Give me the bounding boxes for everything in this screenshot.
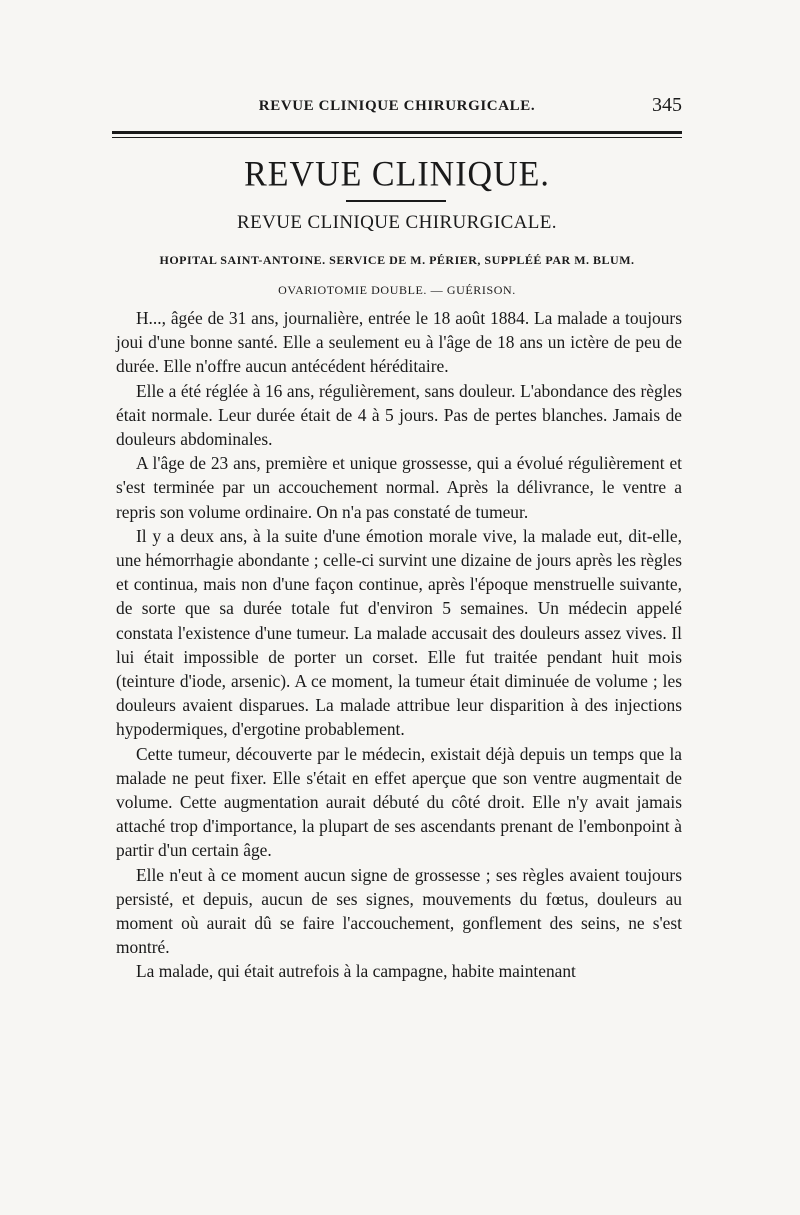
title-underline [346, 200, 446, 202]
header-rule-thin [112, 137, 682, 138]
section-title: REVUE CLINIQUE CHIRURGICALE. [237, 212, 557, 233]
paragraph-hemorrhage: Il y a deux ans, à la suite d'une émotion morale vive, la malade eut, dit-elle, une hémorrhagie abondante ; celle-ci survint une dizaine de jours après les règles et continua, mais non d'une façon continue, après l'époque menstruelle suivante, de sorte que sa durée totale fut d'environ 5 semaines. Un médecin appelé constata l'existence d'une tumeur. La malade accusait des douleurs assez vives. Il lui était impossible de porter un corset. Elle fut traitée pendant huit mois (teinture d'iode, arsenic). A ce moment, la tumeur était diminuée de volume ; les douleurs avaient disparues. La malade attribue leur disparition à des injections hypodermiques, d'ergotine probablement. [116, 525, 682, 740]
paragraph-residence: La malade, qui était autrefois à la campagne, habite maintenant [136, 961, 576, 982]
paragraph-pregnancy: A l'âge de 23 ans, première et unique grossesse, qui a évolué régulièrement et s'est terminée par un accouchement normal. Après la délivrance, le ventre a repris son volume ordinaire. On n'a pas constaté de tumeur. [116, 453, 682, 522]
body-text [116, 306, 682, 984]
running-title: REVUE CLINIQUE CHIRURGICALE. [258, 98, 536, 114]
hospital-service-line: HOPITAL SAINT-ANTOINE. SERVICE DE M. PÉRIER, SUPPLÉÉ PAR M. BLUM. [159, 253, 635, 267]
header-rule-thick [112, 131, 682, 134]
paragraph-tumor-discovery: Cette tumeur, découverte par le médecin, existait déjà depuis un temps que la malade ne peut fixer. Elle s'était en effet aperçue que son ventre augmentait de volume. Cette augmentation aurait débuté du côté droit. Elle n'y avait jamais attaché trop d'importance, la plupart de ses ascendants prenant de l'embonpoint à partir d'un certain âge. [116, 743, 682, 861]
case-title: OVARIOTOMIE DOUBLE. — GUÉRISON. [278, 283, 516, 297]
paragraph-admission: H..., âgée de 31 ans, journalière, entrée le 18 août 1884. La malade a toujours joui d'une bonne santé. Elle a seulement eu à l'âge de 18 ans un ictère de peu de durée. Elle n'offre aucun antécédent héréditaire. [116, 308, 682, 377]
page-number: 345 [652, 94, 682, 116]
paragraph-menstruation: Elle a été réglée à 16 ans, régulièrement, sans douleur. L'abondance des règles était normale. Leur durée était de 4 à 5 jours. Pas de pertes blanches. Jamais de douleurs abdominales. [116, 380, 682, 450]
main-title: REVUE CLINIQUE. [244, 155, 550, 194]
paragraph-no-pregnancy-signs: Elle n'eut à ce moment aucun signe de grossesse ; ses règles avaient toujours persisté, et depuis, aucun de ses signes, mouvements du fœtus, douleurs au moment où aurait dû se faire l'accouchement, gonflement des seins, ne s'est montré. [116, 864, 682, 958]
